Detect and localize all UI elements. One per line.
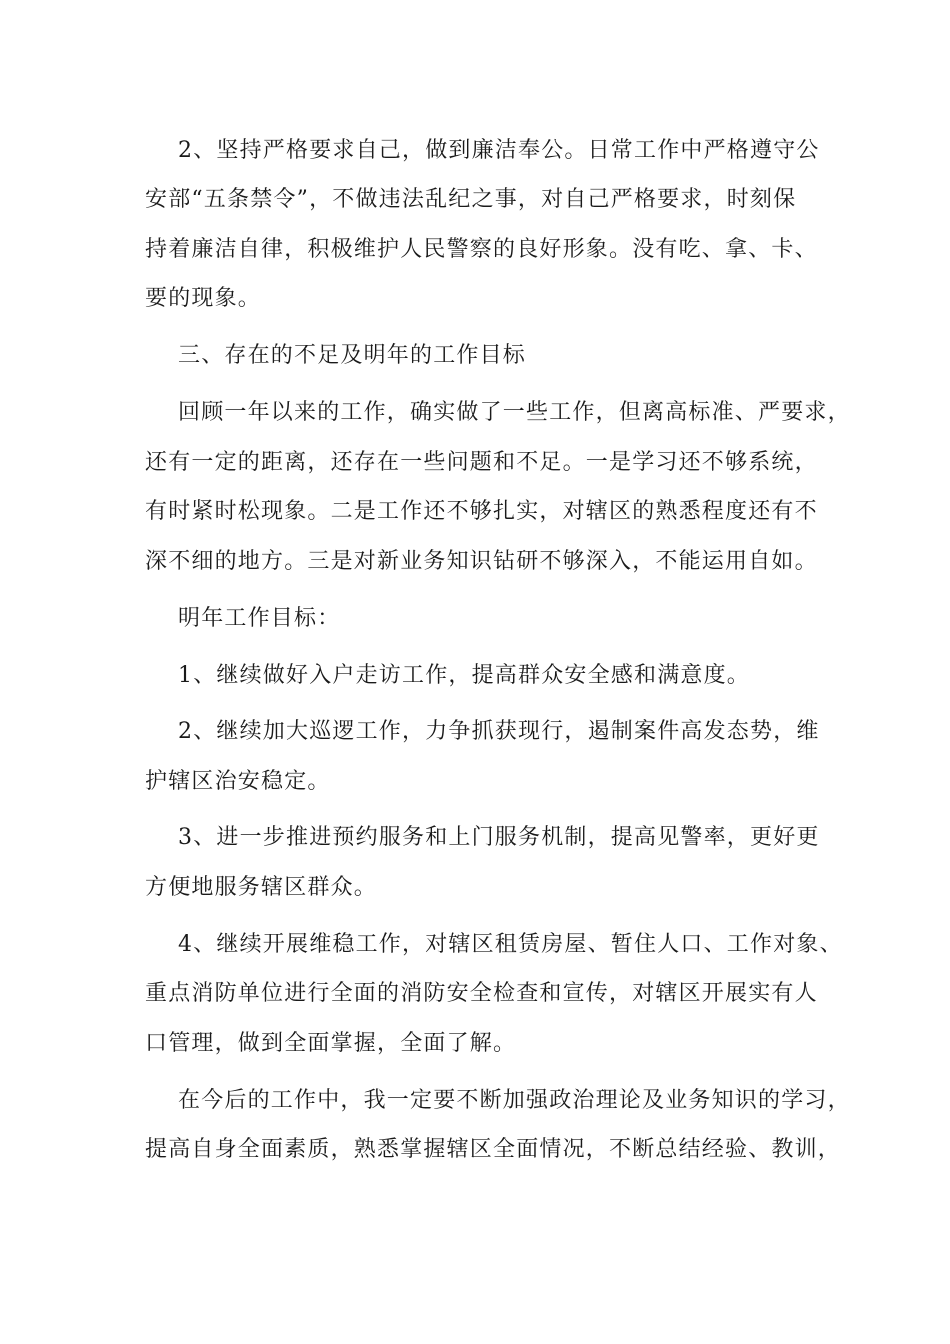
text-line: 明年工作目标：	[178, 606, 341, 631]
text-line: 1、继续做好入户走访工作，提高群众安全感和满意度。	[178, 663, 750, 688]
text-line: 安部“五条禁令”，不做违法乱纪之事，对自己严格要求，时刻保	[145, 187, 797, 212]
text-line: 有时紧时松现象。二是工作还不够扎实，对辖区的熟悉程度还有不	[145, 499, 818, 524]
text-line: 方便地服务辖区群众。	[145, 875, 378, 900]
text-line: 4、继续开展维稳工作，对辖区租赁房屋、暂住人口、工作对象、	[178, 932, 843, 957]
text-line: 提高自身全面素质，熟悉掌握辖区全面情况，不断总结经验、教训，	[145, 1137, 842, 1162]
text-line: 2、继续加大巡逻工作，力争抓获现行，遏制案件高发态势，维	[178, 719, 820, 744]
text-line: 回顾一年以来的工作，确实做了一些工作，但离高标准、严要求，	[178, 400, 851, 425]
text-line: 要的现象。	[145, 286, 262, 311]
text-line: 深不细的地方。三是对新业务知识钻研不够深入，不能运用自如。	[145, 549, 818, 574]
text-line: 2、坚持严格要求自己，做到廉洁奉公。日常工作中严格遵守公	[178, 138, 820, 163]
text-line: 还有一定的距离，还存在一些问题和不足。一是学习还不够系统，	[145, 450, 818, 475]
text-line: 持着廉洁自律，积极维护人民警察的良好形象。没有吃、拿、卡、	[145, 237, 818, 262]
text-line: 在今后的工作中，我一定要不断加强政治理论及业务知识的学习，	[178, 1088, 851, 1113]
text-line: 口管理，做到全面掌握，全面了解。	[145, 1031, 517, 1056]
text-line: 3、进一步推进预约服务和上门服务机制，提高见警率，更好更	[178, 825, 820, 850]
section-heading: 三、存在的不足及明年的工作目标	[178, 343, 527, 368]
text-line: 重点消防单位进行全面的消防安全检查和宣传，对辖区开展实有人	[145, 981, 818, 1006]
text-line: 护辖区治安稳定。	[145, 769, 331, 794]
